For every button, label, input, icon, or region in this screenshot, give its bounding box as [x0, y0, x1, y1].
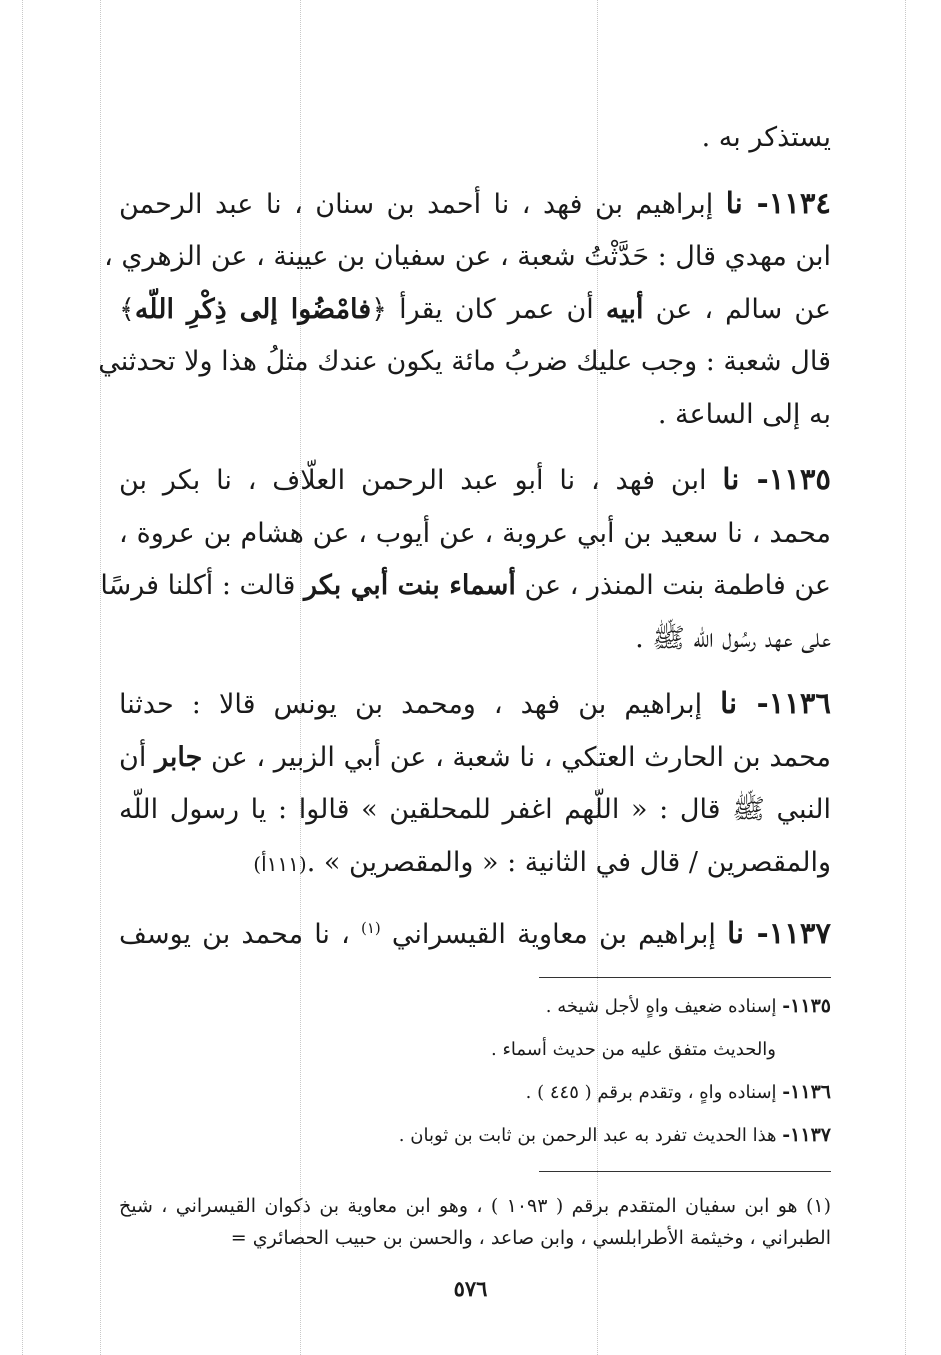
footnote-1-line-2: [119, 1222, 831, 1254]
hadith-1136-line-4: [91, 837, 831, 891]
line-text: ، نا محمد بن يوسف: [119, 919, 350, 950]
footnote-text: الطبراني ، وخيثمة الأطرابلسي ، وابن صاعد ، والحسن بن حبيب الحصائري =: [230, 1227, 831, 1249]
line-text: قالت : أكلنا فرسًا: [100, 570, 296, 601]
hadith-1134-line-5: [119, 389, 831, 442]
line-text: إبراهيم بن فهد ، ومحمد بن يونس قالا : حدثنا: [119, 689, 703, 720]
line-text: به إلى الساعة .: [657, 398, 831, 430]
note-1135-continuation: [119, 1028, 831, 1071]
hadith-number: ١١٣٥- نا: [722, 462, 831, 496]
bold-name: أسماء بنت أبي بكر: [303, 570, 516, 601]
manuscript-folio-marker: (١١١أ): [253, 851, 307, 876]
footnote-separator: [539, 977, 831, 978]
footnote-reference[interactable]: (١): [360, 919, 381, 937]
text-line: [119, 112, 831, 165]
footnotes: [119, 1190, 831, 1254]
hadith-1135-line-3: [100, 560, 831, 613]
scan-guide-line: [22, 0, 23, 1355]
note-number: ١١٣٦-: [782, 1081, 831, 1103]
line-text: عن فاطمة بنت المنذر ، عن: [524, 570, 831, 601]
hadith-number: ١١٣٦- نا: [720, 686, 831, 720]
line-text: ابن فهد ، نا أبو عبد الرحمن العلّاف ، نا بكر بن: [119, 465, 707, 496]
note-1135: [119, 985, 831, 1028]
line-text: ﴾: [119, 293, 135, 325]
bold-name: جابر: [155, 741, 203, 773]
hadith-1134-line-2: [104, 231, 831, 284]
line-text: قال شعبة : وجب عليك ضربُ مائة يكون عندك مثلُ هذا ولا تحدثني: [98, 346, 831, 377]
bold-name: أبيه: [605, 293, 644, 325]
line-text: على عهد رسُول اللّه ﷺ .: [635, 622, 831, 654]
line-text: ابن مهدي قال : حَدَّثْتُ شعبة ، عن سفيان بن عيينة ، عن الزهري ،: [104, 241, 831, 272]
note-1137: [119, 1114, 831, 1157]
hadith-number: ١١٣٤- نا: [725, 185, 831, 220]
note-text: هذا الحديث تفرد به عبد الرحمن بن ثابت بن ثوبان .: [398, 1125, 777, 1146]
hadith-1136-line-1: [119, 677, 831, 732]
line-text: النبي ﷺ قال : « اللّهم اغفر للمحلقين » قالوا : يا رسول اللّه: [119, 794, 831, 825]
line-text: إبراهيم بن معاوية القيسراني: [391, 919, 716, 950]
line-text: والمقصرين / قال في الثانية : « والمقصرين » .: [306, 846, 831, 878]
note-number: ١١٣٧-: [782, 1124, 831, 1146]
hadith-1136-line-3: [119, 784, 831, 837]
main-text: [98, 112, 832, 962]
line-text: إبراهيم بن فهد ، نا أحمد بن سنان ، نا عبد الرحمن: [119, 188, 714, 220]
hadith-1137-line-1: [119, 902, 831, 962]
footnote-1-line-1: [119, 1190, 831, 1222]
hadith-1135-line-4: [119, 613, 831, 666]
hadith-1135-line-2: [119, 508, 831, 561]
scan-guide-line: [100, 0, 101, 1355]
scan-guide-line: [905, 0, 906, 1355]
footnote-separator: [539, 1171, 831, 1172]
note-text: إسناده واهٍ ، وتقدم برقم ( ٤٤٥ ) .: [525, 1082, 777, 1103]
hadith-number: ١١٣٧- نا: [727, 916, 832, 950]
note-number: ١١٣٥-: [782, 995, 831, 1017]
hadith-1136-line-2: [119, 732, 831, 785]
line-text: محمد بن الحارث العتكي ، نا شعبة ، عن أبي الزبير ، عن: [211, 741, 832, 773]
hadith-1134-line-3: [119, 284, 831, 337]
note-text: والحديث متفق عليه من حديث أسماء .: [491, 1039, 776, 1060]
line-text: يستذكر به .: [701, 122, 831, 153]
hadith-1135-line-1: [119, 453, 831, 508]
note-text: إسناده ضعيف واهٍ لأجل شيخه .: [545, 996, 777, 1017]
line-text: عن سالم ، عن: [655, 293, 831, 325]
page-number: ٥٧٦: [453, 1276, 488, 1301]
line-text: محمد ، نا سعيد بن أبي عروبة ، عن أيوب ، عن هشام بن عروة ،: [119, 517, 831, 549]
footnote-text: (١) هو ابن سفيان المتقدم برقم ( ١٠٩٣ ) ، وهو ابن معاوية بن ذكوان القيسراني ، شيخ: [119, 1195, 832, 1217]
note-1136: [119, 1071, 831, 1114]
line-text: أن عمر كان يقرأ ﴿: [371, 293, 594, 325]
line-text: أن: [119, 741, 147, 773]
hadith-notes: [119, 985, 831, 1157]
quran-verse: فامْضُوا إلى ذِكْرِ اللّه: [134, 293, 372, 325]
hadith-1134-line-4: [98, 336, 831, 389]
hadith-1134-line-1: [119, 177, 831, 232]
